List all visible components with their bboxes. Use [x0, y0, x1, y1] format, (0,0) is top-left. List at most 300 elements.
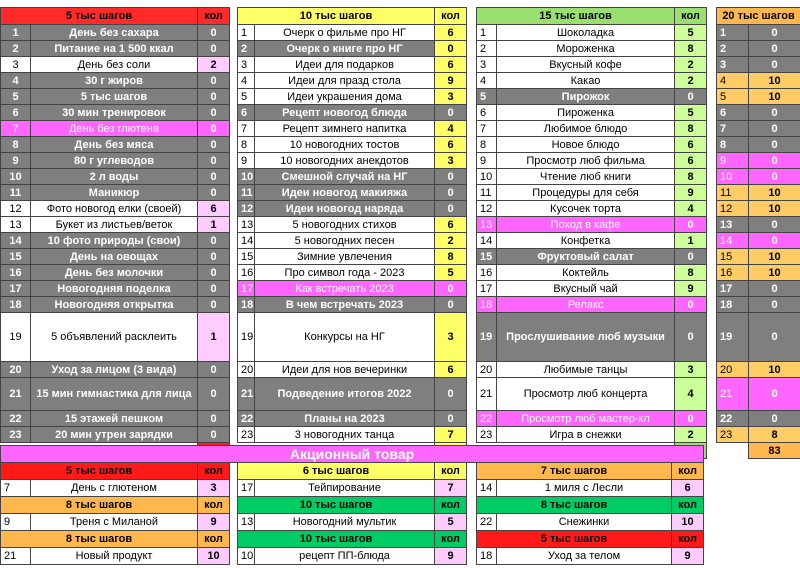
cell-n15: 1: [477, 25, 497, 41]
cell-t5: Фото новогод елки (своей): [31, 201, 198, 217]
cell-t15: Пирожок: [497, 89, 675, 105]
cell-v15: 8: [675, 265, 707, 281]
cell-v15: 3: [675, 362, 707, 378]
cell-v20: 0: [749, 105, 800, 121]
cell-n10: 5: [238, 89, 255, 105]
table-row: [1, 297, 800, 313]
cell-t10: Идеи для нов вечеринки: [255, 362, 435, 378]
cell-t15: Поход в кафе: [497, 217, 675, 233]
table-row: [1, 362, 800, 378]
cell-v5: 0: [198, 427, 230, 443]
cell-v10: 5: [435, 265, 467, 281]
table-row: [1, 137, 800, 153]
table-row: [1, 265, 800, 281]
cell-t10: 10 новогодних тостов: [255, 137, 435, 153]
cell-n20: 2: [717, 41, 749, 57]
cell-n10: 9: [238, 153, 255, 169]
cell-n10: 8: [238, 137, 255, 153]
cell-v20: 0: [749, 313, 800, 362]
cell-t5: 5 объявлений расклеить: [31, 313, 198, 362]
cell-v15: 0: [675, 313, 707, 362]
promo-cell-n1: 21: [1, 548, 31, 565]
promo-cell-n1: 7: [1, 480, 31, 497]
cell-n5: 8: [1, 137, 31, 153]
table-row: [1, 411, 800, 427]
promo-header-title: 8 тыс шагов: [477, 497, 672, 514]
promo-header-col: кол: [435, 497, 467, 514]
cell-n15: 8: [477, 137, 497, 153]
cell-v10: 6: [435, 217, 467, 233]
table-row: [1, 89, 800, 105]
cell-n20: 1: [717, 25, 749, 41]
cell-t5: 15 этажей пешком: [31, 411, 198, 427]
header-20k-title: 20 тыс шагов: [717, 8, 800, 25]
cell-n5: 11: [1, 185, 31, 201]
table-row: [1, 105, 800, 121]
table-row: [1, 201, 800, 217]
cell-v5: 0: [198, 137, 230, 153]
table-row: [1, 169, 800, 185]
promo-cell-n2: 13: [238, 514, 255, 531]
cell-v15: 0: [675, 249, 707, 265]
promo-header-row: [1, 531, 704, 548]
promo-header-title: 10 тыс шагов: [238, 497, 435, 514]
cell-n5: 13: [1, 217, 31, 233]
cell-n10: 18: [238, 297, 255, 313]
promo-header-title: 5 тыс шагов: [1, 463, 198, 480]
cell-n20: 18: [717, 297, 749, 313]
cell-n15: 17: [477, 281, 497, 297]
cell-v5: 0: [198, 73, 230, 89]
table-row: [1, 378, 800, 411]
promo-header-title: 10 тыс шагов: [238, 531, 435, 548]
promo-header-col: кол: [198, 497, 230, 514]
cell-v10: 8: [435, 249, 467, 265]
cell-v5: 0: [198, 41, 230, 57]
cell-t10: Конкурсы на НГ: [255, 313, 435, 362]
cell-v5: 0: [198, 105, 230, 121]
cell-n5: 18: [1, 297, 31, 313]
promo-table-body: [1, 446, 704, 565]
cell-n15: 23: [477, 427, 497, 443]
cell-t10: Планы на 2023: [255, 411, 435, 427]
cell-n15: 13: [477, 217, 497, 233]
cell-n20: 21: [717, 378, 749, 411]
cell-n5: 3: [1, 57, 31, 73]
cell-v5: 0: [198, 281, 230, 297]
cell-v10: 0: [435, 169, 467, 185]
cell-t10: Идеи для подарков: [255, 57, 435, 73]
header-10k-col: кол: [435, 8, 467, 25]
promo-cell-v2: 9: [435, 548, 467, 565]
cell-t15: Кусочек торта: [497, 201, 675, 217]
cell-n5: 1: [1, 25, 31, 41]
cell-v20: 0: [749, 378, 800, 411]
table-row: [1, 41, 800, 57]
header-10k-title: 10 тыс шагов: [238, 8, 435, 25]
promo-cell-v1: 9: [198, 514, 230, 531]
promo-header-title: 5 тыс шагов: [477, 531, 672, 548]
cell-v10: 7: [435, 427, 467, 443]
header-5k-col: кол: [198, 8, 230, 25]
table-row: [1, 73, 800, 89]
cell-n5: 4: [1, 73, 31, 89]
cell-v5: 1: [198, 313, 230, 362]
promo-header-col: кол: [198, 531, 230, 548]
cell-n20: 19: [717, 313, 749, 362]
promo-cell-v2: 5: [435, 514, 467, 531]
table-row: [1, 427, 800, 443]
cell-v10: 0: [435, 105, 467, 121]
cell-n10: 21: [238, 378, 255, 411]
cell-v10: 2: [435, 233, 467, 249]
cell-t5: День без глютена: [31, 121, 198, 137]
cell-n10: 7: [238, 121, 255, 137]
cell-v20: 10: [749, 362, 800, 378]
cell-n10: 15: [238, 249, 255, 265]
cell-n20: 7: [717, 121, 749, 137]
cell-t15: Новое блюдо: [497, 137, 675, 153]
promo-cell-v1: 10: [198, 548, 230, 565]
cell-n10: 23: [238, 427, 255, 443]
cell-t15: Шоколадка: [497, 25, 675, 41]
promo-header-row: [1, 463, 704, 480]
promo-header-title: 8 тыс шагов: [1, 531, 198, 548]
cell-t15: Релакс: [497, 297, 675, 313]
cell-t15: Любимые танцы: [497, 362, 675, 378]
cell-n5: 9: [1, 153, 31, 169]
cell-v5: 0: [198, 297, 230, 313]
cell-n20: 16: [717, 265, 749, 281]
cell-n5: 7: [1, 121, 31, 137]
cell-v15: 6: [675, 137, 707, 153]
promo-cell-n3: 14: [477, 480, 497, 497]
table-row: [1, 249, 800, 265]
promo-cell-n3: 22: [477, 514, 497, 531]
cell-v5: 6: [198, 201, 230, 217]
cell-n10: 20: [238, 362, 255, 378]
table-row: [1, 217, 800, 233]
cell-n15: 20: [477, 362, 497, 378]
cell-v10: 6: [435, 57, 467, 73]
promo-header-col: кол: [672, 463, 704, 480]
cell-v5: 0: [198, 265, 230, 281]
cell-v20: 0: [749, 121, 800, 137]
cell-t10: 10 новогодних анекдотов: [255, 153, 435, 169]
cell-n20: 15: [717, 249, 749, 265]
cell-t5: 2 л воды: [31, 169, 198, 185]
cell-n10: 22: [238, 411, 255, 427]
cell-n10: 4: [238, 73, 255, 89]
cell-n5: 19: [1, 313, 31, 362]
table-row: [1, 57, 800, 73]
cell-n20: 22: [717, 411, 749, 427]
cell-n15: 7: [477, 121, 497, 137]
cell-n10: 11: [238, 185, 255, 201]
promo-header-col: кол: [672, 497, 704, 514]
cell-n20: 23: [717, 427, 749, 443]
cell-n15: 21: [477, 378, 497, 411]
cell-v20: 0: [749, 137, 800, 153]
cell-v10: 6: [435, 137, 467, 153]
cell-v10: 3: [435, 153, 467, 169]
cell-t10: 3 новогодних танца: [255, 427, 435, 443]
promo-cell-v2: 7: [435, 480, 467, 497]
cell-v20: 10: [749, 185, 800, 201]
cell-v10: 9: [435, 73, 467, 89]
cell-n15: 5: [477, 89, 497, 105]
cell-t5: 30 г жиров: [31, 73, 198, 89]
main-table-body: [1, 8, 800, 459]
cell-n5: 15: [1, 249, 31, 265]
cell-v15: 1: [675, 233, 707, 249]
cell-v5: 0: [198, 362, 230, 378]
cell-t10: Идеи украшения дома: [255, 89, 435, 105]
cell-t15: Какао: [497, 73, 675, 89]
cell-v20: 0: [749, 233, 800, 249]
cell-t15: Вкусный чай: [497, 281, 675, 297]
promo-table: [0, 445, 704, 565]
cell-v15: 0: [675, 89, 707, 105]
cell-t10: Рецепт зимнего напитка: [255, 121, 435, 137]
cell-v10: 0: [435, 378, 467, 411]
cell-v20: 10: [749, 89, 800, 105]
cell-t15: Пироженка: [497, 105, 675, 121]
cell-v10: 0: [435, 185, 467, 201]
cell-v20: 8: [749, 427, 800, 443]
cell-v20: 0: [749, 297, 800, 313]
cell-v15: 2: [675, 57, 707, 73]
cell-v15: 2: [675, 73, 707, 89]
cell-v5: 0: [198, 411, 230, 427]
table-row: [1, 25, 800, 41]
header-5k-title: 5 тыс шагов: [1, 8, 198, 25]
cell-t10: Идеи новогод наряда: [255, 201, 435, 217]
cell-v5: 0: [198, 233, 230, 249]
cell-v10: 0: [435, 201, 467, 217]
cell-v5: 0: [198, 121, 230, 137]
header-15k-title: 15 тыс шагов: [477, 8, 675, 25]
cell-t15: Чтение люб книги: [497, 169, 675, 185]
cell-n15: 14: [477, 233, 497, 249]
cell-n10: 2: [238, 41, 255, 57]
promo-header-col: кол: [435, 463, 467, 480]
promo-cell-n3: 18: [477, 548, 497, 565]
cell-v15: 5: [675, 105, 707, 121]
cell-v20: 10: [749, 265, 800, 281]
cell-n15: 16: [477, 265, 497, 281]
table-row: [1, 121, 800, 137]
promo-cell-v1: 3: [198, 480, 230, 497]
cell-v10: 0: [435, 411, 467, 427]
cell-v15: 4: [675, 201, 707, 217]
cell-n5: 10: [1, 169, 31, 185]
promo-item-row: [1, 514, 704, 531]
cell-n10: 1: [238, 25, 255, 41]
cell-t10: Идеи для празд стола: [255, 73, 435, 89]
cell-t15: Вкусный кофе: [497, 57, 675, 73]
cell-t15: Просмотр люб концерта: [497, 378, 675, 411]
cell-v5: 0: [198, 185, 230, 201]
cell-n10: 13: [238, 217, 255, 233]
cell-t5: 10 фото природы (свои): [31, 233, 198, 249]
promo-cell-t1: Новый продукт: [31, 548, 198, 565]
cell-t10: Очерк о фильме про НГ: [255, 25, 435, 41]
cell-t5: 30 мин тренировок: [31, 105, 198, 121]
cell-t5: Маникюр: [31, 185, 198, 201]
cell-v10: 6: [435, 362, 467, 378]
cell-t10: Подведение итогов 2022: [255, 378, 435, 411]
cell-n5: 17: [1, 281, 31, 297]
promo-cell-n2: 10: [238, 548, 255, 565]
cell-n20: 10: [717, 169, 749, 185]
cell-n20: 13: [717, 217, 749, 233]
cell-v20: 10: [749, 201, 800, 217]
cell-n20: 6: [717, 105, 749, 121]
table-row: [1, 153, 800, 169]
cell-t10: Как встречать 2023: [255, 281, 435, 297]
cell-t10: 5 новогодних стихов: [255, 217, 435, 233]
total-t20: 83: [749, 443, 800, 459]
cell-n15: 3: [477, 57, 497, 73]
cell-t15: Процедуры для себя: [497, 185, 675, 201]
cell-n15: 11: [477, 185, 497, 201]
cell-n15: 18: [477, 297, 497, 313]
promo-item-row: [1, 480, 704, 497]
cell-t15: Коктейль: [497, 265, 675, 281]
cell-n5: 2: [1, 41, 31, 57]
promo-header-row: [1, 497, 704, 514]
cell-v15: 2: [675, 427, 707, 443]
cell-n20: 4: [717, 73, 749, 89]
promo-header-col: кол: [435, 531, 467, 548]
cell-n5: 12: [1, 201, 31, 217]
promo-cell-v3: 10: [672, 514, 704, 531]
cell-t15: Просмотр люб фильма: [497, 153, 675, 169]
promo-cell-t2: Новогодний мультик: [255, 514, 435, 531]
cell-t5: День на овощах: [31, 249, 198, 265]
cell-v20: 10: [749, 249, 800, 265]
cell-n20: 12: [717, 201, 749, 217]
cell-n20: 11: [717, 185, 749, 201]
cell-n5: 21: [1, 378, 31, 411]
table-row: [1, 313, 800, 362]
cell-n15: 12: [477, 201, 497, 217]
promo-cell-n2: 17: [238, 480, 255, 497]
cell-t15: Прослушивание люб музыки: [497, 313, 675, 362]
cell-n15: 15: [477, 249, 497, 265]
table-row: [1, 233, 800, 249]
cell-v15: 0: [675, 411, 707, 427]
cell-n20: 5: [717, 89, 749, 105]
cell-t10: Идеи новогод макияжа: [255, 185, 435, 201]
promo-item-row: [1, 548, 704, 565]
cell-t5: День без соли: [31, 57, 198, 73]
cell-t5: 20 мин утрен зарядки: [31, 427, 198, 443]
cell-n10: 10: [238, 169, 255, 185]
cell-n15: 22: [477, 411, 497, 427]
cell-t15: Мороженка: [497, 41, 675, 57]
cell-t5: 15 мин гимнастика для лица: [31, 378, 198, 411]
cell-n10: 16: [238, 265, 255, 281]
cell-v5: 0: [198, 169, 230, 185]
table-row: [1, 185, 800, 201]
cell-n10: 12: [238, 201, 255, 217]
cell-t10: Очерк о книге про НГ: [255, 41, 435, 57]
cell-n20: 8: [717, 137, 749, 153]
cell-n5: 16: [1, 265, 31, 281]
promo-cell-t1: День с глютеном: [31, 480, 198, 497]
cell-n15: 6: [477, 105, 497, 121]
cell-t15: Игра в снежки: [497, 427, 675, 443]
promo-cell-t3: 1 миля с Лесли: [497, 480, 672, 497]
header-row: [1, 8, 800, 25]
cell-v15: 8: [675, 169, 707, 185]
cell-v10: 3: [435, 313, 467, 362]
cell-t10: Рецепт новогод блюда: [255, 105, 435, 121]
cell-v20: 0: [749, 411, 800, 427]
cell-n5: 20: [1, 362, 31, 378]
cell-v20: 10: [749, 73, 800, 89]
cell-t5: Новогодняя поделка: [31, 281, 198, 297]
cell-v5: 0: [198, 153, 230, 169]
promo-banner: Акционный товар: [1, 446, 704, 463]
table-row: [1, 281, 800, 297]
cell-t15: Фруктовый салат: [497, 249, 675, 265]
cell-n10: 6: [238, 105, 255, 121]
cell-t5: Новогодняя открытка: [31, 297, 198, 313]
promo-cell-t3: Снежинки: [497, 514, 672, 531]
cell-v10: 0: [435, 281, 467, 297]
cell-t5: День без сахара: [31, 25, 198, 41]
cell-t10: Зимние увлечения: [255, 249, 435, 265]
cell-n20: 17: [717, 281, 749, 297]
cell-v15: 0: [675, 297, 707, 313]
cell-n5: 23: [1, 427, 31, 443]
cell-v5: 0: [198, 89, 230, 105]
cell-n10: 3: [238, 57, 255, 73]
promo-cell-t2: рецепт ПП-блюда: [255, 548, 435, 565]
promo-header-title: 8 тыс шагов: [1, 497, 198, 514]
promo-banner-row: [1, 446, 704, 463]
promo-cell-t3: Уход за телом: [497, 548, 672, 565]
cell-t5: 5 тыс шагов: [31, 89, 198, 105]
cell-v15: 0: [675, 217, 707, 233]
cell-n15: 2: [477, 41, 497, 57]
cell-v10: 3: [435, 89, 467, 105]
cell-n5: 14: [1, 233, 31, 249]
cell-t15: Просмотр люб мастер-кл: [497, 411, 675, 427]
cell-v5: 0: [198, 25, 230, 41]
promo-cell-v3: 9: [672, 548, 704, 565]
cell-v10: 0: [435, 41, 467, 57]
promo-header-col: кол: [198, 463, 230, 480]
cell-t5: Букет из листьев/веток: [31, 217, 198, 233]
cell-t5: 80 г углеводов: [31, 153, 198, 169]
header-15k-col: кол: [675, 8, 707, 25]
promo-cell-n1: 9: [1, 514, 31, 531]
cell-v5: 0: [198, 249, 230, 265]
cell-n20: 3: [717, 57, 749, 73]
cell-v20: 0: [749, 281, 800, 297]
promo-cell-t1: Треня с Миланой: [31, 514, 198, 531]
cell-t5: День без молочки: [31, 265, 198, 281]
promo-header-title: 6 тыс шагов: [238, 463, 435, 480]
cell-n15: 4: [477, 73, 497, 89]
cell-v10: 4: [435, 121, 467, 137]
cell-t15: Конфетка: [497, 233, 675, 249]
cell-t10: Смешной случай на НГ: [255, 169, 435, 185]
